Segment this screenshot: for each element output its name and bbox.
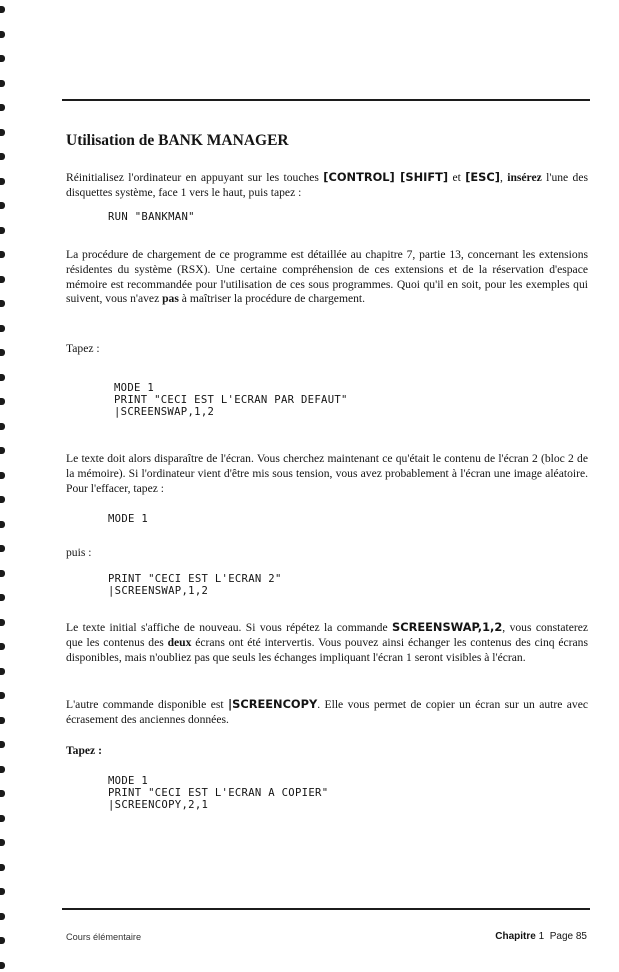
binding-hole [0,545,5,552]
binding-hole [0,741,5,748]
binding-hole [0,839,5,846]
binding-hole [0,202,5,209]
binding-hole [0,790,5,797]
code-line: PRINT "CECI EST L'ECRAN A COPIER" [108,786,329,799]
bottom-rule [62,908,590,910]
binding-hole [0,864,5,871]
intro-key-control-shift: [CONTROL] [SHIFT] [323,170,449,184]
binding-holes [0,0,10,972]
code-line: PRINT "CECI EST L'ECRAN PAR DEFAUT" [114,393,348,406]
code-mode-1 [108,514,148,526]
code-run-bankman [108,212,195,224]
loading-paragraph [66,248,588,307]
code-line: MODE 1 [108,775,149,787]
binding-hole [0,619,5,626]
binding-hole [0,643,5,650]
binding-hole [0,104,5,111]
code-line: MODE 1 [114,382,155,394]
copy-keyword: |SCREENCOPY [227,697,318,711]
binding-hole [0,423,5,430]
binding-hole [0,447,5,454]
tapez-label-1: Tapez : [66,342,100,355]
binding-hole [0,31,5,38]
footer-page-info [495,931,587,942]
tapez-label-2: Tapez : [66,744,102,757]
code-line: |SCREENSWAP,1,2 [108,584,209,597]
binding-hole [0,153,5,160]
binding-hole [0,594,5,601]
swap-bold-deux: deux [167,635,192,649]
code-block-1 [114,383,348,418]
code-block-3 [108,776,328,811]
binding-hole [0,570,5,577]
binding-hole [0,717,5,724]
binding-hole [0,349,5,356]
intro-text-1: Réinitialisez l'ordinateur en appuyant sur les touches [66,171,324,184]
footer-page-number: Page 85 [549,931,587,942]
loading-text: La procédure de chargement de ce programme est détaillée au chapitre 7, partie 13, concernant les extensions résidentes du système (RSX). Une certaine compréhension de ces extensions et de la réservation d'espace mémoire est recommandée pour l'utilisation de ces sous programmes. Quoi qu'il en soit, pour les exemples qui suivent, vous n'avez [66,248,588,306]
binding-hole [0,227,5,234]
intro-text-2: et [448,171,466,184]
intro-paragraph [66,170,588,201]
binding-hole [0,962,5,969]
loading-text-end: à maîtriser la procédure de chargement. [178,292,366,306]
binding-hole [0,692,5,699]
swap-paragraph [66,620,588,665]
footer-course-title: Cours élémentaire [66,932,142,942]
code-line: MODE 1 [108,513,149,525]
binding-hole [0,129,5,136]
binding-hole [0,888,5,895]
binding-hole [0,80,5,87]
footer-chapter-number: 1 [538,931,545,942]
binding-hole [0,276,5,283]
binding-hole [0,325,5,332]
code-block-2 [108,574,282,598]
swap-text-1: Le texte initial s'affiche de nouveau. Si vous répétez la commande [66,621,393,634]
loading-bold-pas: pas [162,292,179,306]
binding-hole [0,300,5,307]
text-disappears-paragraph: Le texte doit alors disparaître de l'écran. Vous cherchez maintenant ce qu'était le contenu de l'écran 2 (bloc 2 de la mémoire). Si l'ordinateur vient d'être mis sous tension, vous avez probablement à l'écran une image aléatoire. Pour l'effacer, tapez : [66,452,588,495]
intro-key-esc: [ESC] [465,170,500,184]
copy-text-1: L'autre commande disponible est [66,698,228,711]
code-line: |SCREENCOPY,2,1 [108,798,209,811]
binding-hole [0,178,5,185]
binding-hole [0,55,5,62]
code-line: PRINT "CECI EST L'ECRAN 2" [108,573,282,585]
screencopy-paragraph [66,697,588,728]
top-rule [62,99,590,101]
puis-label: puis : [66,546,92,559]
binding-hole [0,472,5,479]
section-heading: Utilisation de BANK MANAGER [66,132,289,149]
binding-hole [0,496,5,503]
binding-hole [0,374,5,381]
binding-hole [0,6,5,13]
binding-hole [0,668,5,675]
intro-text-3: , [499,171,503,184]
code-line: |SCREENSWAP,1,2 [114,405,215,418]
swap-text-3: écrans ont été intervertis. Vous pouvez ainsi échanger les contenus des cinq écrans disponibles, mais n'oubliez pas que seuls les échanges impliquant l'écran 1 seront visibles à l'écran. [66,635,588,664]
swap-text-2: , vous constaterez que les contenus des [66,621,588,649]
binding-hole [0,251,5,258]
intro-text-4: l'une des disquettes système, face 1 vers le haut, puis tapez : [66,171,588,199]
code-line: RUN "BANKMAN" [108,211,195,223]
copy-text-2: . Elle vous permet de copier un écran sur un autre avec écrasement des anciennes données. [66,698,589,726]
binding-hole [0,937,5,944]
intro-bold-inserez: insérez [507,171,542,184]
swap-keyword: SCREENSWAP,1,2 [392,620,503,634]
binding-hole [0,766,5,773]
binding-hole [0,815,5,822]
binding-hole [0,398,5,405]
binding-hole [0,521,5,528]
binding-hole [0,913,5,920]
footer-chapter-label: Chapitre [495,931,536,942]
